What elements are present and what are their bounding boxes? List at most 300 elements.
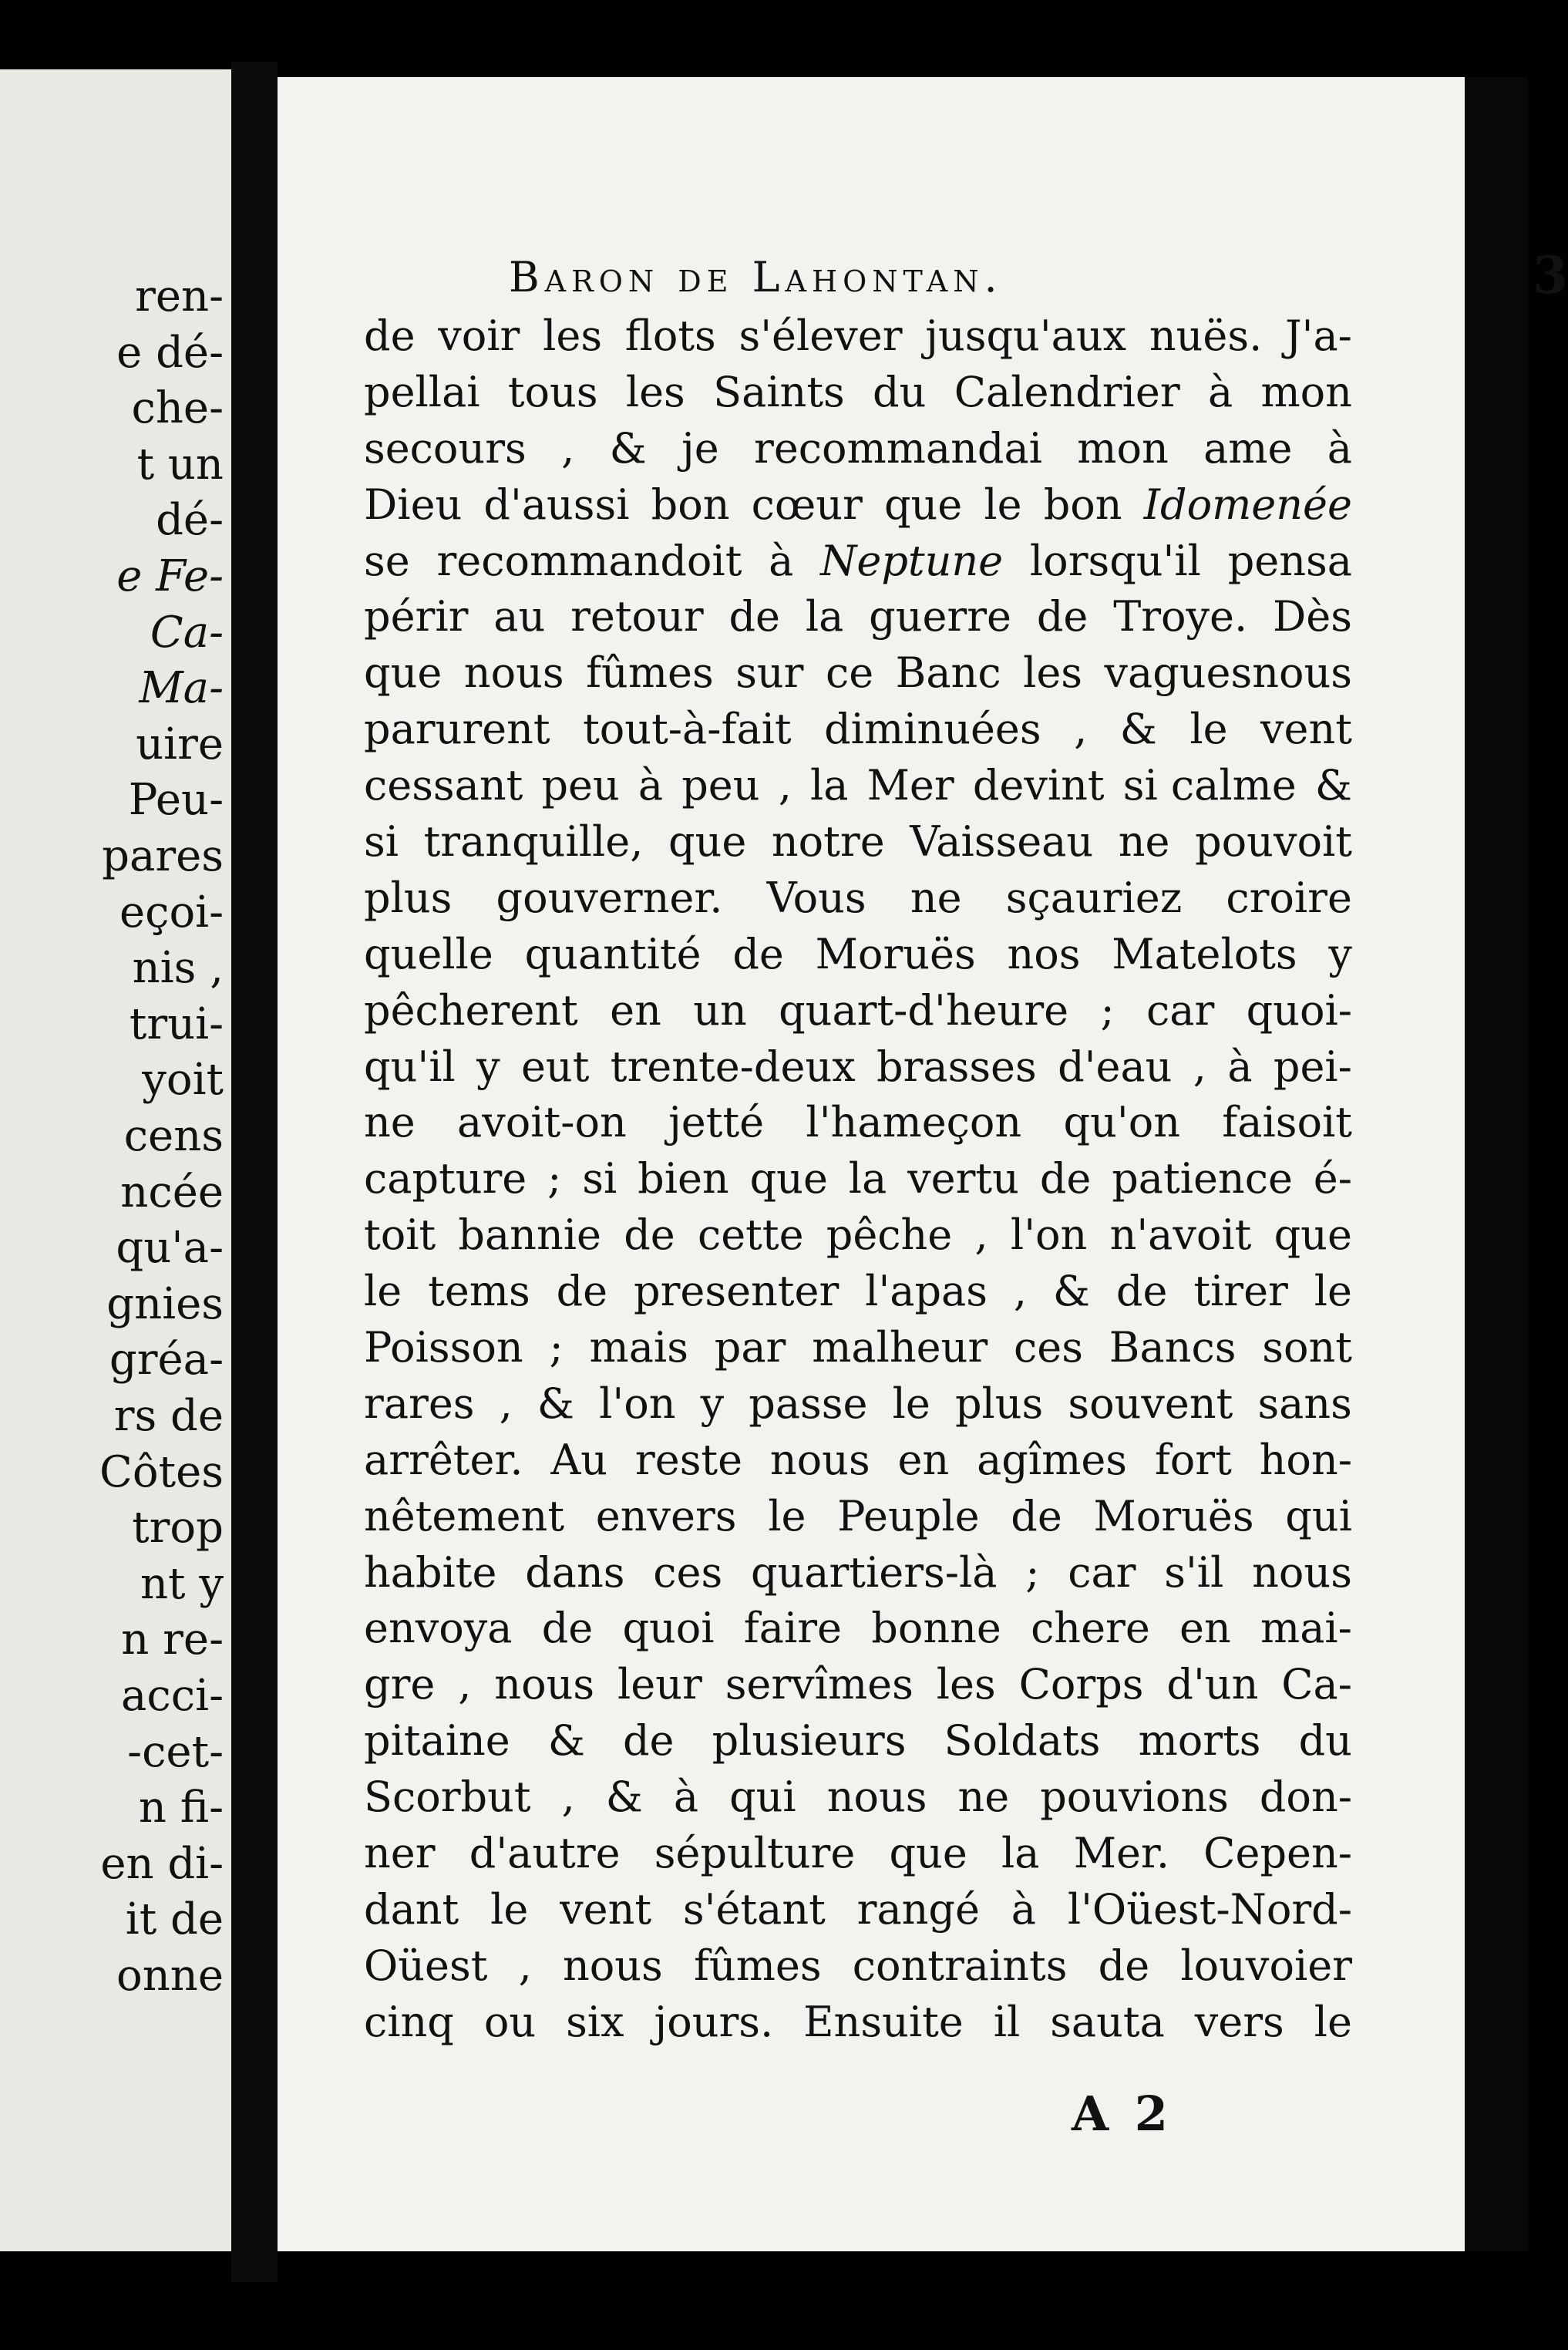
word: pensa (1227, 536, 1352, 585)
word: le (984, 480, 1022, 529)
word: pêcherent (364, 985, 578, 1035)
text-line (364, 1601, 1352, 1657)
word: de (1098, 1941, 1150, 1990)
left-page-fragment (0, 69, 231, 2251)
text-line (364, 1938, 1352, 1995)
word: & (547, 1716, 585, 1766)
word: arrêter. (364, 1435, 523, 1484)
text-line (364, 477, 1352, 534)
signature-mark: A 2 (1072, 2086, 1173, 2142)
word: gre (364, 1660, 436, 1709)
left-page-line-fragment: Côtes (99, 1446, 224, 1497)
left-page-line-fragment: en di- (100, 1838, 224, 1889)
word: leur (617, 1660, 702, 1709)
word: fûmes (586, 648, 714, 698)
text-line (364, 758, 1352, 814)
word: les (1023, 648, 1083, 698)
word: le (490, 1884, 529, 1934)
text-line (364, 1713, 1352, 1769)
word: eut (520, 1042, 590, 1091)
word: agîmes (977, 1435, 1127, 1484)
word: , (974, 1210, 988, 1260)
word: du (1298, 1716, 1352, 1766)
word: cœur (751, 480, 863, 529)
word: Scorbut (364, 1773, 531, 1822)
word: , (778, 761, 792, 810)
word: d'un (1166, 1660, 1259, 1709)
word: sçauriez (1005, 873, 1183, 922)
word: de (541, 1604, 594, 1653)
word: nous (562, 1941, 663, 1990)
word: Mer. (1073, 1829, 1169, 1878)
word: jusqu'aux (925, 311, 1127, 360)
word: sauta (1050, 1997, 1165, 2046)
word: , (561, 1773, 575, 1822)
word: vertu (907, 1154, 1019, 1204)
word: de (728, 592, 780, 641)
word: ner (364, 1829, 436, 1878)
word: presenter (634, 1267, 840, 1316)
word: brasses (877, 1042, 1037, 1091)
text-line (364, 1995, 1352, 2051)
text-line (364, 1489, 1352, 1545)
word: Ensuite (803, 1997, 964, 2046)
word: dans (525, 1547, 625, 1597)
word: ne (364, 1098, 416, 1147)
word: parurent (364, 705, 550, 754)
word: tems (428, 1267, 530, 1316)
word: jetté (668, 1098, 765, 1147)
word: le (768, 1491, 806, 1540)
body-text (364, 308, 1352, 2051)
word: l'on (599, 1379, 676, 1428)
word: pouvoit (1195, 817, 1352, 867)
word: avoit-on (457, 1098, 627, 1147)
word: à (1011, 1884, 1036, 1934)
word: Mer (866, 761, 954, 810)
word: peu (681, 761, 760, 810)
word: de (556, 1267, 608, 1316)
word: vaguesnous (1104, 648, 1352, 698)
word: quartiers-là (750, 1547, 998, 1597)
word: tous (507, 367, 598, 416)
left-page-line-fragment: ren- (135, 271, 224, 322)
word: bien (638, 1154, 729, 1204)
left-page-line-fragment: t un (136, 439, 224, 490)
left-page-line-fragment: yoit (142, 1055, 224, 1106)
word: d'eau (1058, 1042, 1173, 1091)
word: pouvions (1040, 1773, 1229, 1822)
word: pellai (364, 367, 480, 416)
text-line (364, 1039, 1352, 1096)
left-page-line-fragment: uire (136, 719, 224, 769)
word: & (1052, 1267, 1090, 1316)
word: ne (957, 1773, 1010, 1822)
left-page-line-fragment: e dé- (116, 327, 224, 378)
left-page-line-fragment: n fi- (138, 1783, 224, 1833)
word: pitaine (364, 1716, 510, 1766)
word: quoi (622, 1604, 715, 1653)
word: sont (1262, 1323, 1352, 1372)
left-page-line-fragment: ncée (120, 1167, 224, 1217)
word: que (749, 1154, 828, 1204)
word: ; (549, 1323, 564, 1372)
text-line (364, 1882, 1352, 1938)
word: Vaisseau (910, 817, 1094, 867)
word: faire (743, 1604, 843, 1653)
word: quelle (364, 929, 493, 978)
word: l'hameçon (806, 1098, 1022, 1147)
word: pêche (826, 1210, 953, 1260)
word: cinq (364, 1997, 454, 2046)
word: périr (364, 592, 469, 641)
word: l'apas (865, 1267, 988, 1316)
left-page-line-fragment: trui- (129, 998, 224, 1049)
word: fûmes (693, 1941, 822, 1990)
word: trente-deux (610, 1042, 856, 1091)
left-page-line-fragment: Ma- (139, 663, 224, 714)
left-page-line-fragment: gnies (106, 1278, 224, 1329)
word: le (1314, 1997, 1352, 2046)
word: le (1189, 705, 1228, 754)
text-line (364, 1376, 1352, 1433)
left-page-line-fragment: pares (102, 831, 224, 881)
text-line (364, 702, 1352, 758)
word: je (681, 423, 719, 473)
text-line (364, 814, 1352, 870)
word: souvent (1068, 1379, 1233, 1428)
word: la (848, 1154, 887, 1204)
left-page-line-fragment: eçoi- (119, 887, 224, 938)
word: mai- (1260, 1604, 1352, 1653)
text-line (364, 1826, 1352, 1882)
word: devint (972, 761, 1105, 810)
word: sur (735, 648, 804, 698)
word: , (1013, 1267, 1028, 1316)
word: ou (483, 1997, 537, 2046)
word: ; (1025, 1547, 1040, 1597)
word: Dès (1273, 592, 1352, 641)
word: vent (560, 1884, 652, 1934)
word: Soldats (944, 1716, 1101, 1766)
word: sans (1257, 1379, 1352, 1428)
text-line (364, 927, 1352, 983)
word: que (883, 480, 963, 529)
left-page-line-fragment: it de (125, 1894, 224, 1945)
word: car (1068, 1547, 1136, 1597)
word: gouverner. (496, 873, 723, 922)
word: , (561, 423, 575, 473)
word: de (622, 1716, 675, 1766)
word: croire (1226, 873, 1352, 922)
word: de (732, 929, 784, 978)
word: nous (826, 1773, 927, 1822)
word: plus (364, 873, 453, 922)
word: que (1274, 1210, 1352, 1260)
word: Vous (766, 873, 866, 922)
left-page-line-fragment: che- (131, 383, 224, 434)
text-line (364, 870, 1352, 927)
left-page-line-fragment: rs de (113, 1391, 224, 1441)
text-line (364, 589, 1352, 645)
word: à (638, 761, 664, 810)
word: notre (771, 817, 885, 867)
word: Poisson (364, 1323, 523, 1372)
left-page-line-fragment: nt y (140, 1558, 224, 1609)
word: un (693, 985, 747, 1035)
word: sépulture (654, 1829, 856, 1878)
word: de (1036, 592, 1089, 641)
word: de (1115, 1267, 1168, 1316)
word: Moruës (1093, 1491, 1254, 1540)
word: , (518, 1941, 532, 1990)
word: & (605, 1773, 643, 1822)
word: les (543, 311, 603, 360)
word: passe (749, 1379, 868, 1428)
text-line (364, 1207, 1352, 1264)
word: rangé (856, 1884, 980, 1934)
word: que (364, 648, 442, 698)
text-line (364, 534, 1352, 590)
word: & (537, 1379, 574, 1428)
word: car (1146, 985, 1215, 1035)
left-page-line-fragment: gréa- (109, 1335, 224, 1385)
text-line (364, 645, 1352, 702)
text-line (364, 1320, 1352, 1376)
running-head: Baron de Lahontan. (509, 253, 1003, 301)
word: les (936, 1660, 996, 1709)
word: Neptune (820, 536, 1004, 585)
word: le (1314, 1267, 1352, 1316)
word: Troye. (1113, 592, 1248, 641)
left-page-line-fragment: nis , (132, 943, 224, 994)
word: retour (570, 592, 704, 641)
word: si (582, 1154, 617, 1204)
word: y (700, 1379, 725, 1428)
word: guerre (869, 592, 1012, 641)
word: J'a- (1284, 311, 1352, 360)
word: bannie (458, 1210, 601, 1260)
word: n'avoit (1109, 1210, 1252, 1260)
word: qu'il (364, 1042, 456, 1091)
word: nuës. (1149, 311, 1263, 360)
word: recommandoit (436, 536, 742, 585)
word: à (673, 1773, 699, 1822)
word: & (1314, 761, 1352, 810)
word: que (889, 1829, 967, 1878)
word: ce (825, 648, 874, 698)
word: & (1119, 705, 1157, 754)
word: Corps (1018, 1660, 1144, 1709)
word: chere (1031, 1604, 1150, 1653)
word: y (1328, 929, 1352, 978)
word: tirer (1193, 1267, 1288, 1316)
word: Ca- (1281, 1660, 1352, 1709)
word: bonne (871, 1604, 1001, 1653)
word: de (1011, 1491, 1062, 1540)
word: servîmes (725, 1660, 914, 1709)
word: vent (1260, 705, 1352, 754)
word: mon (1077, 423, 1169, 473)
word: contraints (852, 1941, 1068, 1990)
word: ces (1014, 1323, 1083, 1372)
word: , (458, 1660, 472, 1709)
page-edge-shadow (1465, 77, 1528, 2251)
word: toit (364, 1210, 436, 1260)
word: l'on (1010, 1210, 1088, 1260)
word: le (364, 1267, 402, 1316)
left-page-line-fragment: Ca- (150, 607, 224, 658)
word: six (566, 1997, 624, 2046)
word: Saints (713, 367, 845, 416)
word: Oüest (364, 1941, 488, 1990)
word: peu (541, 761, 620, 810)
word: à (769, 536, 794, 585)
text-line (364, 983, 1352, 1039)
word: Au (550, 1435, 608, 1484)
word: nous (494, 1660, 595, 1709)
text-line (364, 1095, 1352, 1151)
word: qui (729, 1773, 796, 1822)
word: s'élever (739, 311, 903, 360)
word: Moruës (815, 929, 976, 978)
word: Dieu (364, 480, 463, 529)
word: Banc (895, 648, 1001, 698)
word: Bancs (1109, 1323, 1237, 1372)
left-page-line-fragment: Peu- (128, 775, 224, 826)
word: dant (364, 1884, 459, 1934)
word: ces (653, 1547, 723, 1597)
word: don- (1259, 1773, 1352, 1822)
word: s'il (1164, 1547, 1224, 1597)
text-line (364, 1433, 1352, 1489)
word: la (805, 592, 844, 641)
page-number: 3 (1533, 245, 1568, 305)
word: morts (1138, 1716, 1261, 1766)
word: quantité (524, 929, 702, 978)
word: au (493, 592, 546, 641)
word: nous (463, 648, 564, 698)
word: d'aussi (483, 480, 630, 529)
word: qui (1285, 1491, 1352, 1540)
word: y (476, 1042, 500, 1091)
word: diminuées (824, 705, 1041, 754)
word: envoya (364, 1604, 513, 1653)
left-page-line-fragment: trop (132, 1503, 224, 1554)
left-page-line-fragment: onne (116, 1951, 224, 2001)
word: il (993, 1997, 1021, 2046)
text-line (364, 365, 1352, 421)
left-page-line-fragment: n re- (121, 1614, 224, 1665)
word: en (610, 985, 661, 1035)
word: fort (1154, 1435, 1232, 1484)
word: recommandai (754, 423, 1042, 473)
word: rares (364, 1379, 475, 1428)
word: louvoier (1180, 1941, 1352, 1990)
word: , (1193, 1042, 1206, 1091)
word: plus (954, 1379, 1044, 1428)
word: l'Oüest-Nord- (1067, 1884, 1352, 1934)
word: de (624, 1210, 675, 1260)
text-line (364, 1545, 1352, 1601)
word: qu'on (1063, 1098, 1180, 1147)
word: nous (1252, 1547, 1352, 1597)
word: par (714, 1323, 786, 1372)
word: Calendrier (954, 367, 1180, 416)
word: ame (1203, 423, 1293, 473)
word: nêtement (364, 1491, 565, 1540)
word: que (668, 817, 747, 867)
word: capture (364, 1154, 527, 1204)
word: à (1327, 423, 1352, 473)
word: se (364, 536, 410, 585)
word: les (625, 367, 685, 416)
word: si (364, 817, 399, 867)
word: du (873, 367, 927, 416)
word: mais (589, 1323, 688, 1372)
word: mon (1260, 367, 1352, 416)
word: secours (364, 423, 527, 473)
text-line (364, 308, 1352, 365)
text-line (364, 1264, 1352, 1320)
text-line (364, 421, 1352, 477)
word: en (897, 1435, 950, 1484)
word: voir (438, 311, 520, 360)
left-page-line-fragment: acci- (121, 1671, 224, 1721)
left-page-line-fragment: -cet- (127, 1726, 224, 1777)
word: la (810, 761, 849, 810)
word: Matelots (1112, 929, 1297, 978)
word: , (1074, 705, 1088, 754)
word: ; (547, 1154, 562, 1204)
left-page-line-fragment: cens (123, 1111, 224, 1161)
word: & (609, 423, 647, 473)
word: malheur (812, 1323, 988, 1372)
word: lorsqu'il (1029, 536, 1201, 585)
word: de (364, 311, 416, 360)
word: plusieurs (712, 1716, 907, 1766)
word: à (1227, 1042, 1253, 1091)
word: envers (595, 1491, 737, 1540)
right-page (278, 77, 1568, 2251)
word: quoi- (1246, 985, 1352, 1035)
word: de (1039, 1154, 1092, 1204)
left-page-line-fragment: dé- (156, 495, 224, 546)
word: ; (1100, 985, 1115, 1035)
word: nous (769, 1435, 870, 1484)
word: tout-à-fait (583, 705, 792, 754)
text-line (364, 1657, 1352, 1713)
word: Cepen- (1203, 1829, 1352, 1878)
word: Peuple (837, 1491, 980, 1540)
word: cessant (364, 761, 523, 810)
word: le (892, 1379, 930, 1428)
word: tranquille, (423, 817, 644, 867)
word: patience (1112, 1154, 1293, 1204)
word: ne (1118, 817, 1170, 867)
word: si calme (1122, 761, 1297, 810)
word: ne (910, 873, 962, 922)
left-page-line-fragment: e Fe- (116, 551, 224, 601)
word: bon (1043, 480, 1122, 529)
word: cette (697, 1210, 804, 1260)
word: nos (1007, 929, 1081, 978)
word: reste (634, 1435, 743, 1484)
word: la (1001, 1829, 1040, 1878)
word: habite (364, 1547, 497, 1597)
word: d'autre (469, 1829, 621, 1878)
word: en (1179, 1604, 1231, 1653)
